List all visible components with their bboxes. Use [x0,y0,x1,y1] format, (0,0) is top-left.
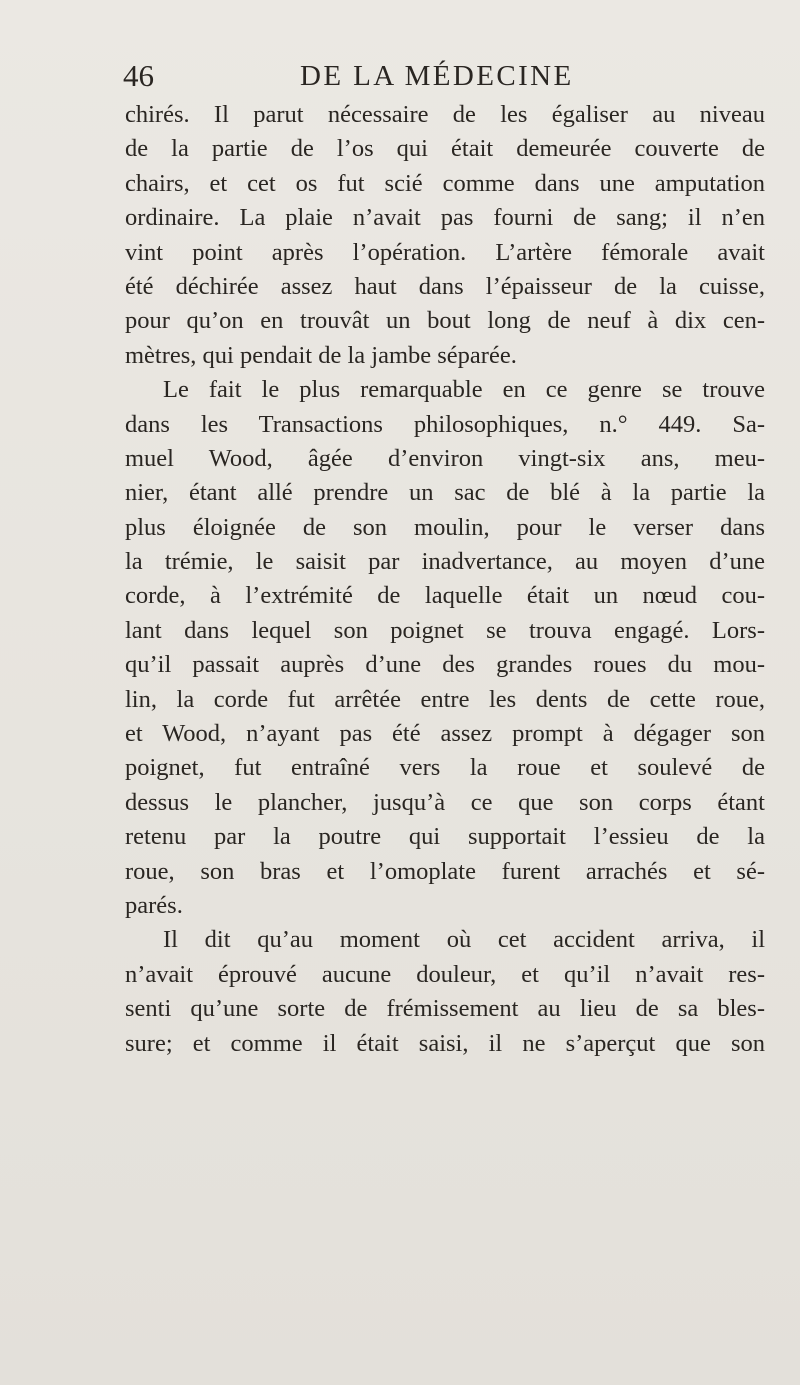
text-line: Il dit qu’au moment où cet accident arriva, il [163,926,765,954]
text-line: nier, étant allé prendre un sac de blé à la partie la [125,479,765,507]
text-line: été déchirée assez haut dans l’épaisseur de la cuisse, [125,272,765,300]
text-line: plus éloignée de son moulin, pour le verser dans [125,513,765,541]
running-head: DE LA MÉDECINE [300,60,574,92]
text-line: chairs, et cet os fut scié comme dans une amputation [125,169,765,197]
text-line: muel Wood, âgée d’environ vingt-six ans, meu- [125,444,765,472]
text-line: dessus le plancher, jusqu’à ce que son corps étant [125,788,765,816]
text-line: Le fait le plus remarquable en ce genre se trouve [163,376,765,404]
text-line: ordinaire. La plaie n’avait pas fourni de sang; il n’en [125,204,765,232]
text-line: poignet, fut entraîné vers la roue et soulevé de [125,754,765,782]
text-line: de la partie de l’os qui était demeurée couverte de [125,135,765,163]
paragraph [125,98,765,373]
text-line: parés. [125,891,183,919]
text-line: corde, à l’extrémité de laquelle était un nœud cou- [125,582,765,610]
text-line: pour qu’on en trouvât un bout long de neuf à dix cen- [125,307,765,335]
paragraph [125,923,765,1061]
text-line: qu’il passait auprès d’une des grandes roues du mou- [125,651,765,679]
text-line: chirés. Il parut nécessaire de les égaliser au niveau [125,101,765,128]
text-line: lin, la corde fut arrêtée entre les dents de cette roue, [125,685,765,713]
paragraph [125,373,765,923]
page-number: 46 [123,58,154,93]
text-line: lant dans lequel son poignet se trouva engagé. Lors- [125,616,765,644]
text-line: vint point après l’opération. L’artère fémorale avait [125,238,765,266]
text-line: la trémie, le saisit par inadvertance, au moyen d’une [125,548,765,576]
text-line: retenu par la poutre qui supportait l’essieu de la [125,823,765,851]
text-line: senti qu’une sorte de frémissement au lieu de sa bles- [125,995,765,1023]
text-line: mètres, qui pendait de la jambe séparée. [125,341,517,369]
text-line: dans les Transactions philosophiques, n.° 449. Sa- [125,410,765,438]
text-line: sure; et comme il était saisi, il ne s’aperçut que son [125,1029,765,1057]
text-line: n’avait éprouvé aucune douleur, et qu’il n’avait res- [125,960,765,988]
page-header [0,58,800,98]
body-text [125,98,765,1061]
text-line: roue, son bras et l’omoplate furent arrachés et sé- [125,857,765,885]
text-line: et Wood, n’ayant pas été assez prompt à dégager son [125,720,765,748]
